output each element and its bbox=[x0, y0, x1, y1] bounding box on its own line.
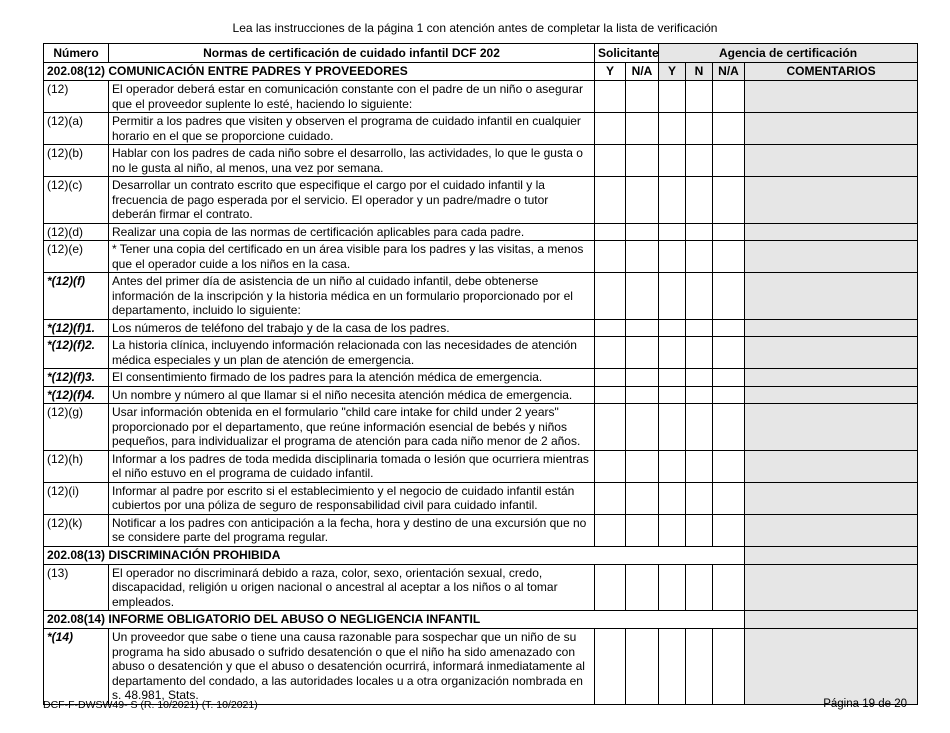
applicant-na-cell[interactable] bbox=[626, 450, 659, 482]
rule-text: Un proveedor que sabe o tiene una causa razonable para sospechar que un niño de su programa ha sido abusado o sufrido desatención o que el niño ha sido amenazado con abuso o desatención y que el abuso o desatención ocurrirá, informará inmediatamente al departamento del condado, a las autoridades locales u a otra organización nombrada en s. 48.981, Stats. bbox=[109, 629, 595, 705]
agency-no-cell[interactable] bbox=[686, 319, 713, 337]
table-row bbox=[44, 241, 918, 273]
comments-cell[interactable] bbox=[745, 177, 918, 224]
applicant-na-cell[interactable] bbox=[626, 337, 659, 369]
agency-yes-cell[interactable] bbox=[659, 319, 686, 337]
applicant-na-cell[interactable] bbox=[626, 369, 659, 387]
applicant-na-cell[interactable] bbox=[626, 404, 659, 451]
applicant-na-cell[interactable] bbox=[626, 241, 659, 273]
applicant-yes-cell[interactable] bbox=[595, 386, 626, 404]
rule-text: Desarrollar un contrato escrito que especifique el cargo por el cuidado infantil y la frecuencia de pago esperada por el servicio. El operador y un padre/madre o tutor deberán firmar el contrato. bbox=[109, 177, 595, 224]
comments-cell[interactable] bbox=[745, 337, 918, 369]
rule-text: El consentimiento firmado de los padres para la atención médica de emergencia. bbox=[109, 369, 595, 387]
applicant-yes-cell[interactable] bbox=[595, 113, 626, 145]
comments-cell[interactable] bbox=[745, 564, 918, 611]
table-row bbox=[44, 319, 918, 337]
agency-na-cell[interactable] bbox=[713, 482, 745, 514]
table-row bbox=[44, 450, 918, 482]
agency-yes-cell[interactable] bbox=[659, 113, 686, 145]
table-row bbox=[44, 145, 918, 177]
comments-cell[interactable] bbox=[745, 145, 918, 177]
rule-number: (12)(h) bbox=[44, 450, 109, 482]
agency-na-cell[interactable] bbox=[713, 177, 745, 224]
applicant-yes-cell[interactable] bbox=[595, 177, 626, 224]
applicant-na-cell[interactable] bbox=[626, 223, 659, 241]
rule-text: Realizar una copia de las normas de certificación aplicables para cada padre. bbox=[109, 223, 595, 241]
applicant-na-cell[interactable] bbox=[626, 273, 659, 320]
rule-text: * Tener una copia del certificado en un área visible para los padres y las visitas, a menos que el operador cuide a los niños en la casa. bbox=[109, 241, 595, 273]
agency-no-cell[interactable] bbox=[686, 241, 713, 273]
comments-header: COMENTARIOS bbox=[745, 63, 918, 81]
agency-na-cell[interactable] bbox=[713, 337, 745, 369]
table-row bbox=[44, 337, 918, 369]
comments-cell bbox=[745, 611, 918, 629]
applicant-yes-cell[interactable] bbox=[595, 564, 626, 611]
section-title: 202.08(13) DISCRIMINACIÓN PROHIBIDA bbox=[44, 546, 745, 564]
agency-na-cell[interactable] bbox=[713, 145, 745, 177]
rule-number: (12)(b) bbox=[44, 145, 109, 177]
section-header-row bbox=[44, 611, 918, 629]
agency-yes-cell[interactable] bbox=[659, 145, 686, 177]
page-header: Lea las instrucciones de la página 1 con atención antes de completar la lista de verificación bbox=[232, 21, 718, 35]
agency-na-cell[interactable] bbox=[713, 629, 745, 705]
agency-yes-header: Y bbox=[659, 63, 686, 81]
applicant-yes-cell[interactable] bbox=[595, 369, 626, 387]
table-row bbox=[44, 404, 918, 451]
agency-no-cell[interactable] bbox=[686, 564, 713, 611]
rule-number: *(12)(f)1. bbox=[44, 319, 109, 337]
agency-no-cell[interactable] bbox=[686, 273, 713, 320]
applicant-yes-cell[interactable] bbox=[595, 629, 626, 705]
comments-cell[interactable] bbox=[745, 629, 918, 705]
comments-cell bbox=[745, 546, 918, 564]
applicant-na-cell[interactable] bbox=[626, 177, 659, 224]
agency-no-cell[interactable] bbox=[686, 223, 713, 241]
rule-number: (12)(g) bbox=[44, 404, 109, 451]
agency-no-header: N bbox=[686, 63, 713, 81]
rule-text: El operador no discriminará debido a raza, color, sexo, orientación sexual, credo, discapacidad, religión u origen nacional o ancestral al aceptar a los niños o al tomar empleados. bbox=[109, 564, 595, 611]
agency-na-cell[interactable] bbox=[713, 369, 745, 387]
applicant-na-cell[interactable] bbox=[626, 629, 659, 705]
rule-text: La historia clínica, incluyendo información relacionada con las necesidades de atención médica especiales y un plan de atención de emergencia. bbox=[109, 337, 595, 369]
table-row bbox=[44, 369, 918, 387]
agency-no-cell[interactable] bbox=[686, 386, 713, 404]
applicant-yes-cell[interactable] bbox=[595, 223, 626, 241]
agency-na-cell[interactable] bbox=[713, 113, 745, 145]
agency-no-cell[interactable] bbox=[686, 404, 713, 451]
rule-number: *(12)(f) bbox=[44, 273, 109, 320]
table-row bbox=[44, 386, 918, 404]
agency-yes-cell[interactable] bbox=[659, 177, 686, 224]
applicant-yes-cell[interactable] bbox=[595, 514, 626, 546]
table-row bbox=[44, 482, 918, 514]
agency-yes-cell[interactable] bbox=[659, 514, 686, 546]
table-row bbox=[44, 177, 918, 224]
section-header-row bbox=[44, 546, 918, 564]
applicant-na-cell[interactable] bbox=[626, 113, 659, 145]
applicant-na-header: N/A bbox=[626, 63, 659, 81]
rule-number: (12) bbox=[44, 81, 109, 113]
agency-no-cell[interactable] bbox=[686, 81, 713, 113]
agency-na-cell[interactable] bbox=[713, 404, 745, 451]
agency-no-cell[interactable] bbox=[686, 629, 713, 705]
applicant-na-cell[interactable] bbox=[626, 81, 659, 113]
agency-no-cell[interactable] bbox=[686, 514, 713, 546]
agency-yes-cell[interactable] bbox=[659, 404, 686, 451]
column-header-normas: Normas de certificación de cuidado infantil DCF 202 bbox=[109, 44, 595, 63]
rule-text: Antes del primer día de asistencia de un niño al cuidado infantil, debe obtenerse información de la inscripción y la historia médica en un formulario proporcionado por el departamento, incluido lo siguiente: bbox=[109, 273, 595, 320]
applicant-yes-cell[interactable] bbox=[595, 273, 626, 320]
rule-number: (13) bbox=[44, 564, 109, 611]
agency-na-cell[interactable] bbox=[713, 450, 745, 482]
agency-na-cell[interactable] bbox=[713, 81, 745, 113]
agency-yes-cell[interactable] bbox=[659, 369, 686, 387]
agency-yes-cell[interactable] bbox=[659, 223, 686, 241]
agency-na-cell[interactable] bbox=[713, 386, 745, 404]
agency-no-cell[interactable] bbox=[686, 113, 713, 145]
applicant-yes-cell[interactable] bbox=[595, 145, 626, 177]
rule-text: Notificar a los padres con anticipación a la fecha, hora y destino de una excursión que no se considere parte del programa regular. bbox=[109, 514, 595, 546]
agency-na-cell[interactable] bbox=[713, 319, 745, 337]
applicant-na-cell[interactable] bbox=[626, 514, 659, 546]
table-row bbox=[44, 564, 918, 611]
comments-cell[interactable] bbox=[745, 482, 918, 514]
comments-cell[interactable] bbox=[745, 386, 918, 404]
applicant-na-cell[interactable] bbox=[626, 482, 659, 514]
comments-cell[interactable] bbox=[745, 319, 918, 337]
applicant-yes-header: Y bbox=[595, 63, 626, 81]
agency-no-cell[interactable] bbox=[686, 145, 713, 177]
rule-text: Un nombre y número al que llamar si el niño necesita atención médica de emergencia. bbox=[109, 386, 595, 404]
column-header-numero: Número bbox=[44, 44, 109, 63]
applicant-na-cell[interactable] bbox=[626, 319, 659, 337]
applicant-yes-cell[interactable] bbox=[595, 319, 626, 337]
rule-number: (12)(a) bbox=[44, 113, 109, 145]
section-header-row bbox=[44, 63, 918, 81]
agency-na-cell[interactable] bbox=[713, 514, 745, 546]
page-number: Página 19 de 20 bbox=[823, 698, 907, 710]
rule-text: Los números de teléfono del trabajo y de la casa de los padres. bbox=[109, 319, 595, 337]
agency-no-cell[interactable] bbox=[686, 369, 713, 387]
agency-yes-cell[interactable] bbox=[659, 81, 686, 113]
applicant-yes-cell[interactable] bbox=[595, 241, 626, 273]
table-row bbox=[44, 514, 918, 546]
rule-number: (12)(i) bbox=[44, 482, 109, 514]
applicant-yes-cell[interactable] bbox=[595, 404, 626, 451]
rule-text: Hablar con los padres de cada niño sobre el desarrollo, las actividades, lo que le gusta o no le gusta al niño, al menos, una vez por semana. bbox=[109, 145, 595, 177]
applicant-na-cell[interactable] bbox=[626, 145, 659, 177]
rule-number: (12)(c) bbox=[44, 177, 109, 224]
comments-cell[interactable] bbox=[745, 450, 918, 482]
section-title: 202.08(12) COMUNICACIÓN ENTRE PADRES Y PROVEEDORES bbox=[44, 63, 595, 81]
agency-yes-cell[interactable] bbox=[659, 386, 686, 404]
agency-yes-cell[interactable] bbox=[659, 482, 686, 514]
agency-yes-cell[interactable] bbox=[659, 337, 686, 369]
rule-number: (12)(k) bbox=[44, 514, 109, 546]
form-identifier: DCF-F-DWSW49- S (R. 10/2021) (T. 10/2021) bbox=[43, 699, 258, 711]
agency-na-cell[interactable] bbox=[713, 241, 745, 273]
comments-cell[interactable] bbox=[745, 514, 918, 546]
applicant-yes-cell[interactable] bbox=[595, 81, 626, 113]
rule-text: El operador deberá estar en comunicación constante con el padre de un niño o asegurar que el proveedor suplente lo esté, haciendo lo siguiente: bbox=[109, 81, 595, 113]
rule-number: *(12)(f)2. bbox=[44, 337, 109, 369]
section-title: 202.08(14) INFORME OBLIGATORIO DEL ABUSO O NEGLIGENCIA INFANTIL bbox=[44, 611, 745, 629]
applicant-yes-cell[interactable] bbox=[595, 337, 626, 369]
agency-na-header: N/A bbox=[713, 63, 745, 81]
agency-no-cell[interactable] bbox=[686, 482, 713, 514]
rule-text: Permitir a los padres que visiten y observen el programa de cuidado infantil en cualquier horario en el que se proporcione cuidado. bbox=[109, 113, 595, 145]
comments-cell[interactable] bbox=[745, 404, 918, 451]
certification-checklist-table bbox=[43, 43, 918, 705]
applicant-na-cell[interactable] bbox=[626, 386, 659, 404]
rule-number: (12)(e) bbox=[44, 241, 109, 273]
applicant-na-cell[interactable] bbox=[626, 564, 659, 611]
comments-cell[interactable] bbox=[745, 241, 918, 273]
agency-yes-cell[interactable] bbox=[659, 450, 686, 482]
rule-number: *(14) bbox=[44, 629, 109, 705]
rule-number: *(12)(f)3. bbox=[44, 369, 109, 387]
agency-no-cell[interactable] bbox=[686, 450, 713, 482]
rule-text: Informar al padre por escrito si el establecimiento y el negocio de cuidado infantil están cubiertos por una póliza de seguro de responsabilidad civil para cuidado infantil. bbox=[109, 482, 595, 514]
agency-na-cell[interactable] bbox=[713, 564, 745, 611]
rule-number: *(12)(f)4. bbox=[44, 386, 109, 404]
table-row bbox=[44, 223, 918, 241]
table-row bbox=[44, 81, 918, 113]
column-header-solicitante: Solicitante bbox=[595, 44, 659, 63]
agency-yes-cell[interactable] bbox=[659, 629, 686, 705]
agency-yes-cell[interactable] bbox=[659, 241, 686, 273]
agency-yes-cell[interactable] bbox=[659, 273, 686, 320]
comments-cell[interactable] bbox=[745, 369, 918, 387]
applicant-yes-cell[interactable] bbox=[595, 482, 626, 514]
agency-no-cell[interactable] bbox=[686, 337, 713, 369]
table-row bbox=[44, 113, 918, 145]
comments-cell[interactable] bbox=[745, 81, 918, 113]
agency-na-cell[interactable] bbox=[713, 273, 745, 320]
rule-number: (12)(d) bbox=[44, 223, 109, 241]
table-row bbox=[44, 273, 918, 320]
table-row bbox=[44, 629, 918, 705]
agency-yes-cell[interactable] bbox=[659, 564, 686, 611]
comments-cell[interactable] bbox=[745, 113, 918, 145]
rule-text: Usar información obtenida en el formulario "child care intake for child under 2 years" proporcionado por el departamento, que reúne información esencial de bebés y niños pequeños, para individualizar el programa de atención para cada niño menor de 2 años. bbox=[109, 404, 595, 451]
comments-cell[interactable] bbox=[745, 273, 918, 320]
rule-text: Informar a los padres de toda medida disciplinaria tomada o lesión que ocurriera mientras el niño estuvo en el programa de cuidado infantil. bbox=[109, 450, 595, 482]
column-header-agencia: Agencia de certificación bbox=[659, 44, 918, 63]
agency-na-cell[interactable] bbox=[713, 223, 745, 241]
agency-no-cell[interactable] bbox=[686, 177, 713, 224]
comments-cell[interactable] bbox=[745, 223, 918, 241]
applicant-yes-cell[interactable] bbox=[595, 450, 626, 482]
